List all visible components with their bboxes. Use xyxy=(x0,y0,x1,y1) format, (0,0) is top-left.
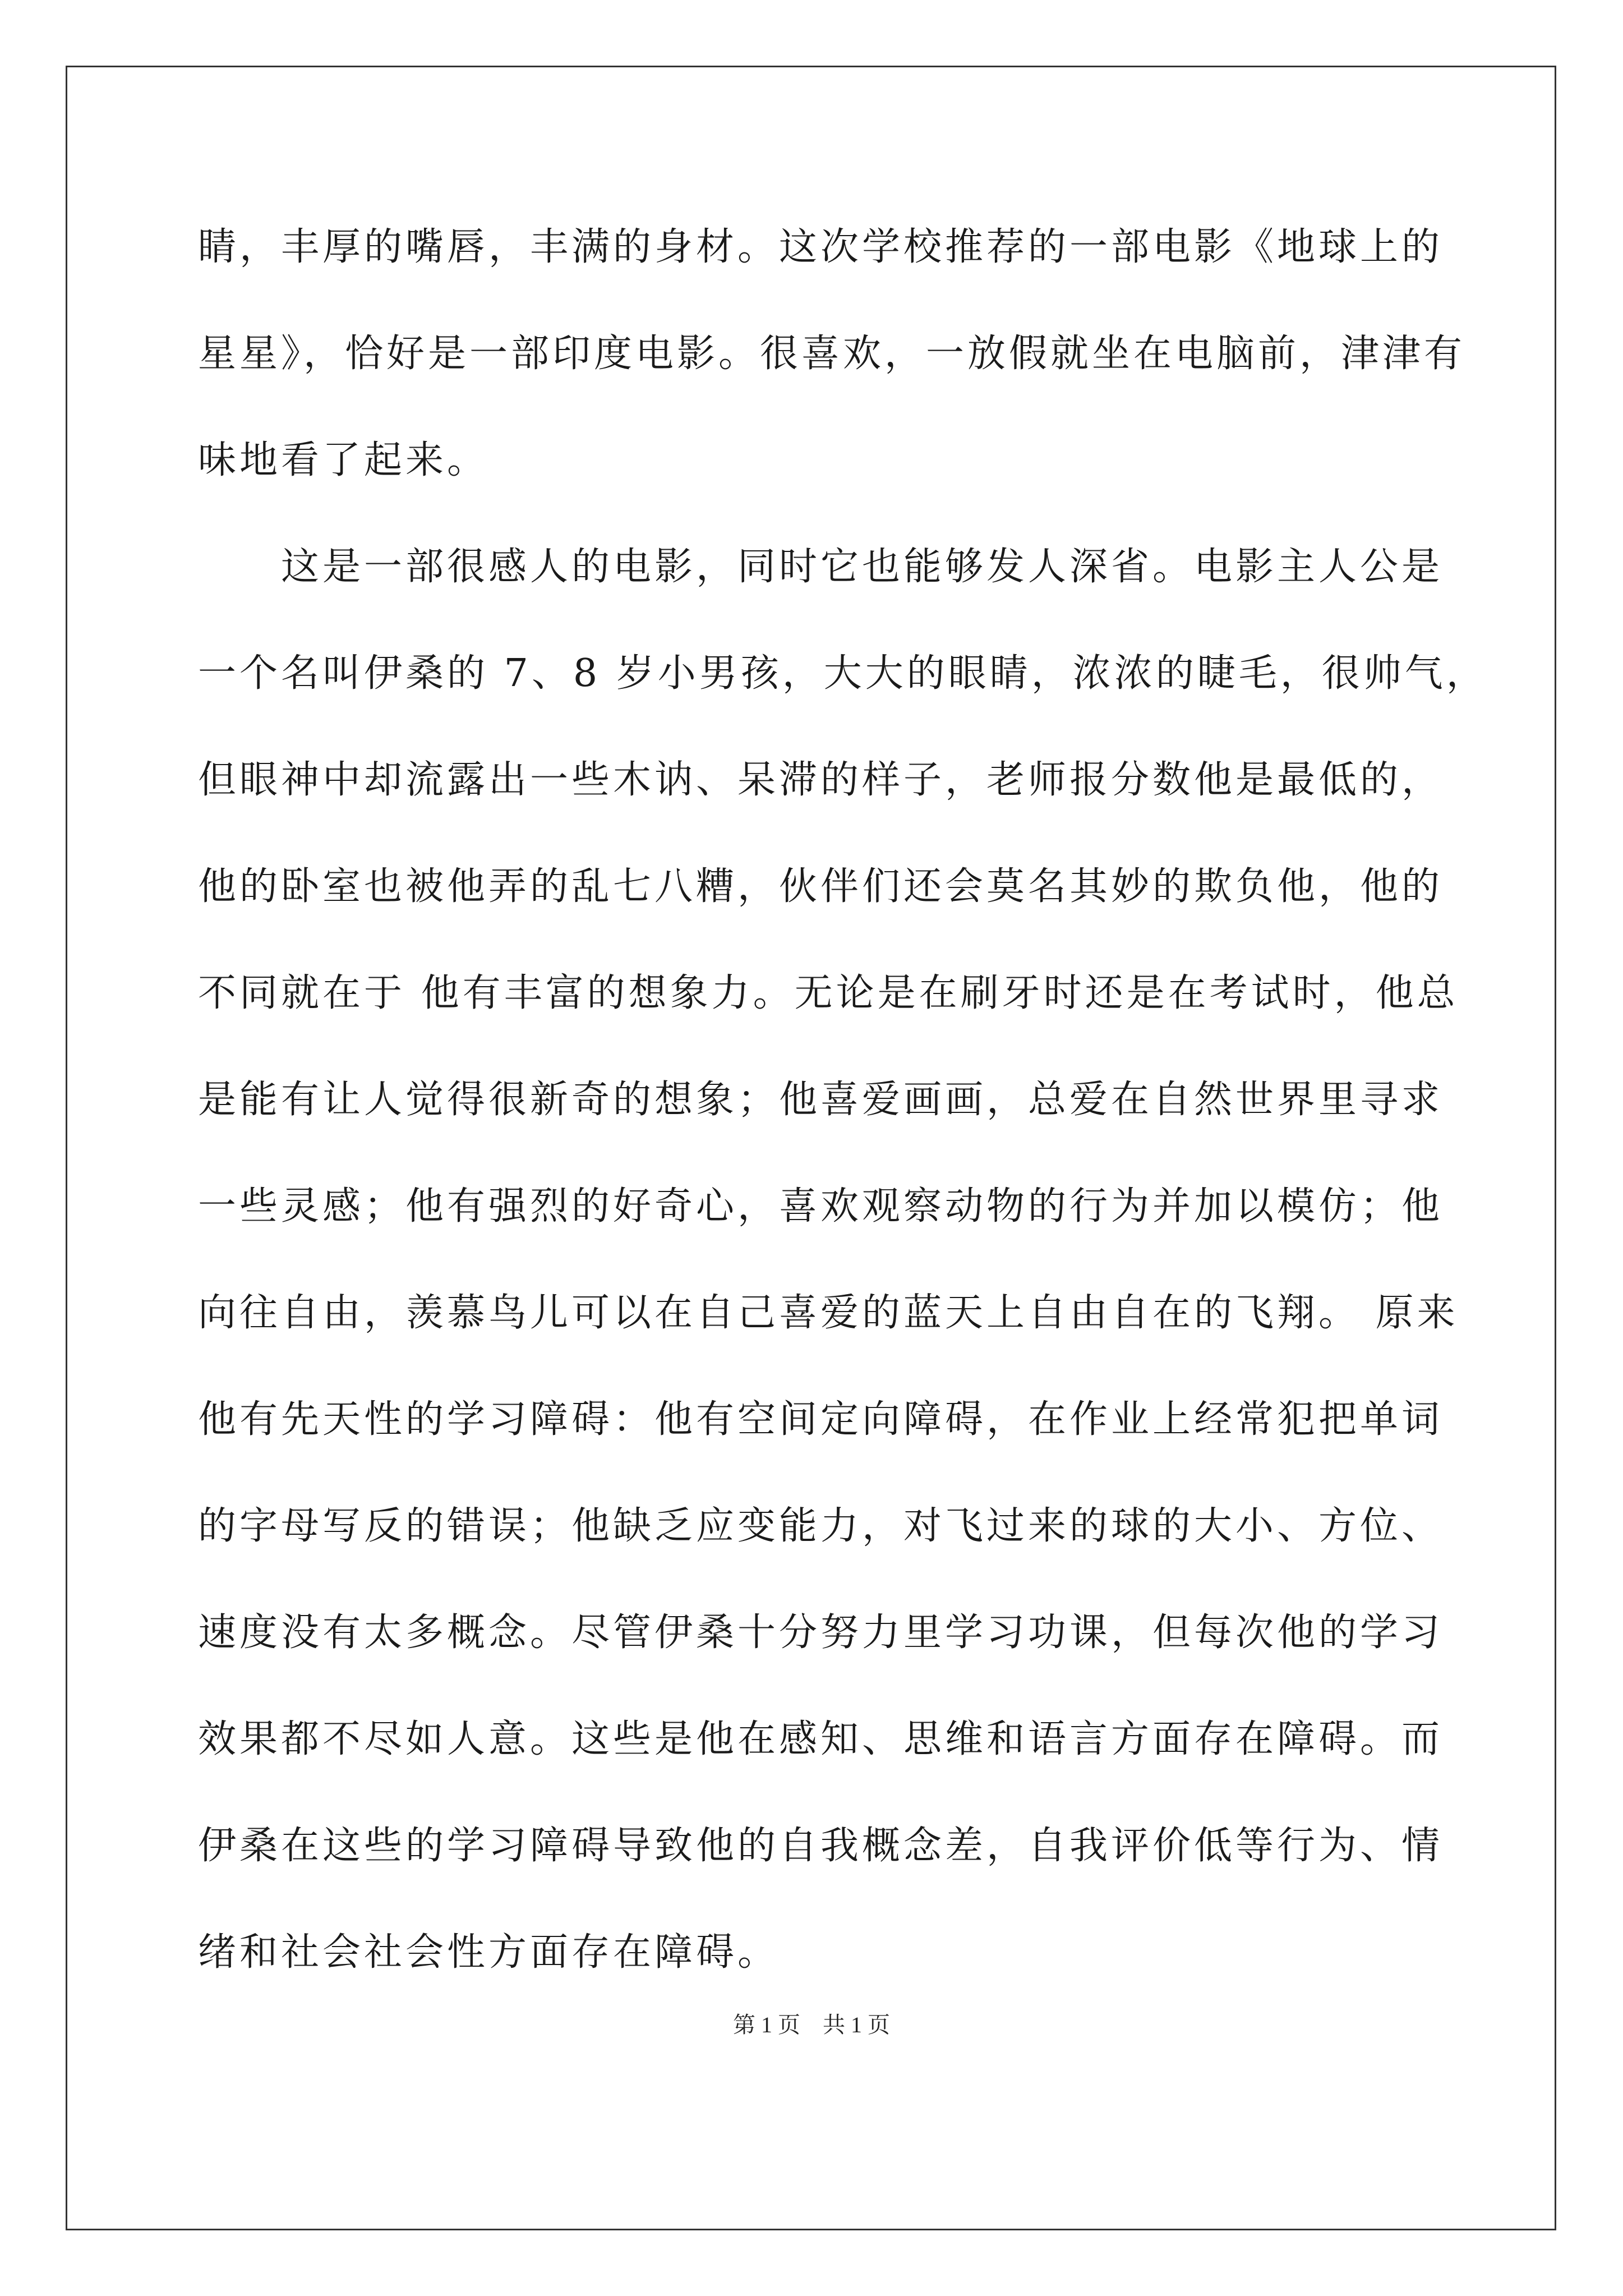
body-text-line: 一些灵感；他有强烈的好奇心，喜欢观察动物的行为并加以模仿；他 xyxy=(198,1184,1444,1228)
body-text-line: 睛，丰厚的嘴唇，丰满的身材。这次学校推荐的一部电影《地球上的 xyxy=(198,225,1444,269)
body-text-line: 一个名叫伊桑的 7、8 岁小男孩，大大的眼睛，浓浓的睫毛，很帅气， xyxy=(198,651,1488,696)
page-border xyxy=(66,66,1556,2230)
body-text-line: 味地看了起来。 xyxy=(198,438,489,482)
body-text-line: 星星》，恰好是一部印度电影。很喜欢，一放假就坐在电脑前，津津有 xyxy=(198,332,1466,376)
body-text-line: 伊桑在这些的学习障碍导致他的自我概念差，自我评价低等行为、情 xyxy=(198,1824,1444,1868)
body-text-line: 他有先天性的学习障碍：他有空间定向障碍，在作业上经常犯把单词 xyxy=(198,1397,1444,1442)
body-text-line: 是能有让人觉得很新奇的想象；他喜爱画画，总爱在自然世界里寻求 xyxy=(198,1078,1444,1122)
body-text-line: 向往自由，羡慕鸟儿可以在自己喜爱的蓝天上自由自在的飞翔。 原来 xyxy=(198,1291,1459,1335)
body-text-line: 这是一部很感人的电影，同时它也能够发人深省。电影主人公是 xyxy=(198,545,1444,589)
body-text-line: 绪和社会社会性方面存在障碍。 xyxy=(198,1930,780,1975)
body-text-line: 的字母写反的错误；他缺乏应变能力，对飞过来的球的大小、方位、 xyxy=(198,1504,1444,1548)
body-text-line: 不同就在于 他有丰富的想象力。无论是在刷牙时还是在考试时，他总 xyxy=(198,971,1459,1015)
body-text-line: 他的卧室也被他弄的乱七八糟，伙伴们还会莫名其妙的欺负他，他的 xyxy=(198,864,1444,909)
page-number-footer: 第 1 页 共 1 页 xyxy=(733,2012,890,2037)
body-text-line: 速度没有太多概念。尽管伊桑十分努力里学习功课，但每次他的学习 xyxy=(198,1611,1444,1655)
body-text-line: 效果都不尽如人意。这些是他在感知、思维和语言方面存在障碍。而 xyxy=(198,1717,1444,1761)
body-text-line: 但眼神中却流露出一些木讷、呆滞的样子，老师报分数他是最低的， xyxy=(198,758,1444,802)
